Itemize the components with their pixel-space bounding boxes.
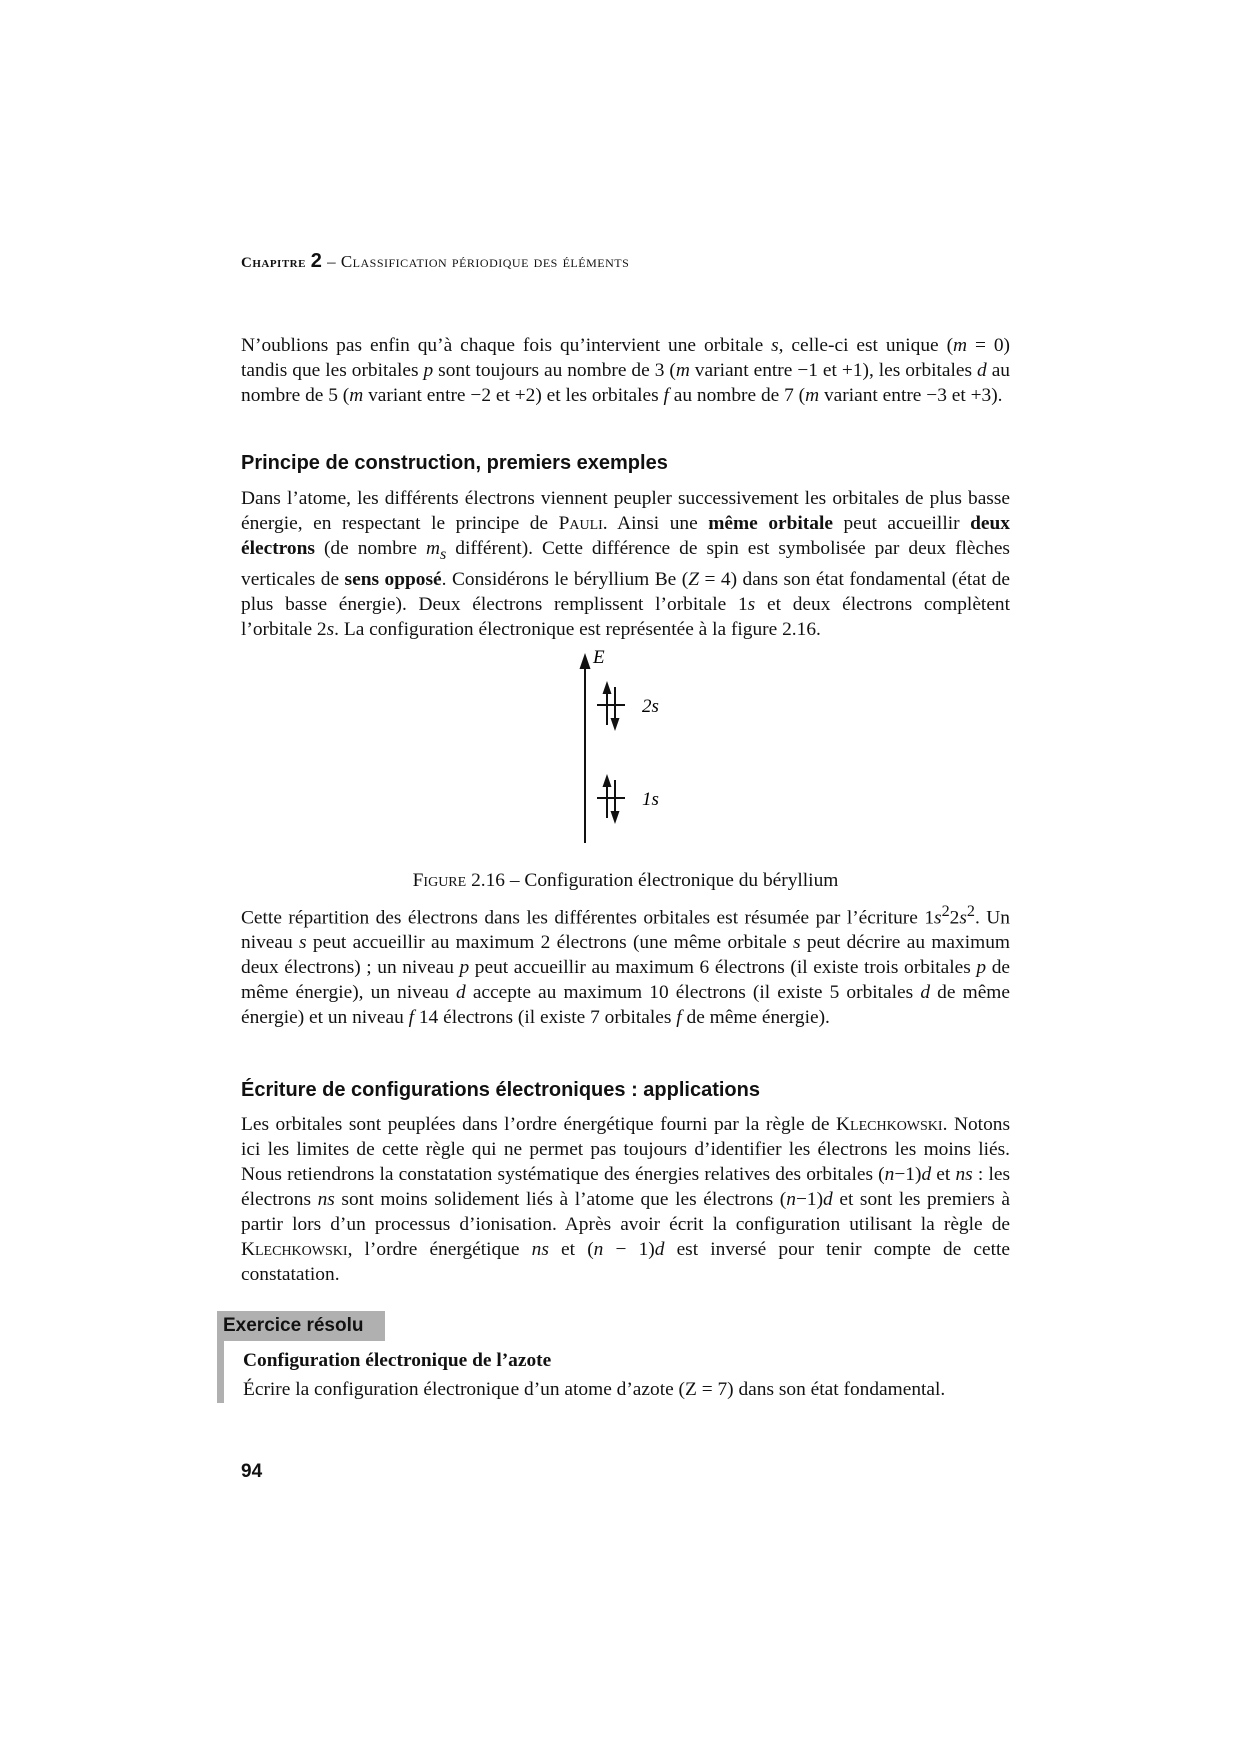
spin-up-arrow-icon (603, 774, 612, 818)
paragraph-orbitals-count: N’oublions pas enfin qu’à chaque fois qu’intervient une orbitale s, celle-ci est unique (m = 0) tandis que les orbitales p sont toujours au nombre de 3 (m variant entre −1 et +1), les orbitales d au nombre de 5 (m variant entre −2 et +2) et les orbitales f au nombre de 7 (m variant entre −3 et +3). (241, 335, 1011, 406)
paragraph-klechkowski-rule: Les orbitales sont peuplées dans l’ordre énergétique fourni par la règle de Klechkowski. Notons ici les limites de cette règle qui ne permet pas toujours d’identifier les électrons les moins liés. Nous retiendrons la constatation systématique des énergies relatives des orbitales (n−1)d et ns : les électrons ns sont moins solidement liés à l’atome que les électrons (n−1)d et sont les premiers à partir lors d’un processus d’ionisation. Après avoir écrit la configuration utilisant la règle de Klechkowski, l’ordre énergétique ns et (n − 1)d est inversé pour tenir compte de cette constatation. (241, 1114, 1011, 1285)
page-number: 94 (241, 1461, 263, 1482)
running-header (241, 250, 1021, 273)
beryllium-energy-diagram (560, 645, 700, 850)
chapter-title: Classification périodique des éléments (340, 252, 630, 271)
exercise-title: Configuration électronique de l’azote (243, 1350, 552, 1371)
spin-up-arrow-icon (603, 681, 612, 725)
axis-label-e: E (593, 647, 605, 668)
paragraph-construction-principle: Dans l’atome, les différents électrons viennent peupler successivement les orbitales de plus basse énergie, en respectant le principe de Pauli. Ainsi une même orbitale peut accueillir deux électrons (de nombre $m_s$ différent). Cette différence de spin est symbolisée par deux flèches verticales de sens opposé. Considérons le béryllium Be (Z = 4) dans son état fondamental (état de plus basse énergie). Deux électrons remplissent l’orbitale 1s et deux électrons complètent l’orbitale 2s. La configuration électronique est représentée à la figure 2.16. (241, 488, 1011, 640)
level-2s (597, 681, 625, 731)
section-heading-principle: Principe de construction, premiers exemples (241, 452, 668, 474)
spin-down-arrow-icon (611, 780, 620, 824)
section-heading-applications: Écriture de configurations électroniques : applications (241, 1079, 760, 1101)
level-label-1s: 1s (642, 789, 659, 810)
level-1s (597, 774, 625, 824)
chapter-number: 2 (310, 250, 323, 272)
figure-caption: Figure 2.16 – Configuration électronique du béryllium (412, 870, 839, 891)
exercise-side-bar (217, 1341, 224, 1403)
level-label-2s: 2s (642, 696, 659, 717)
exercise-statement: Écrire la configuration électronique d’un atome d’azote (Z = 7) dans son état fondamental. (243, 1379, 946, 1400)
exercise-tab: Exercice résolu (217, 1311, 385, 1341)
chapter-word: Chapitre (241, 255, 306, 271)
paragraph-level-capacity: Cette répartition des électrons dans les différentes orbitales est résumée par l’écriture $1s^22s^2$. Un niveau s peut accueillir au maximum 2 électrons (une même orbitale s peut décrire au maximum deux électrons) ; un niveau p peut accueillir au maximum 6 électrons (il existe trois orbitales p de même énergie), un niveau d accepte au maximum 10 électrons (il existe 5 orbitales d de même énergie) et un niveau f 14 électrons (il existe 7 orbitales f de même énergie). (241, 903, 1010, 1029)
header-separator: – (327, 252, 337, 271)
energy-axis (580, 653, 591, 843)
spin-down-arrow-icon (611, 687, 620, 731)
